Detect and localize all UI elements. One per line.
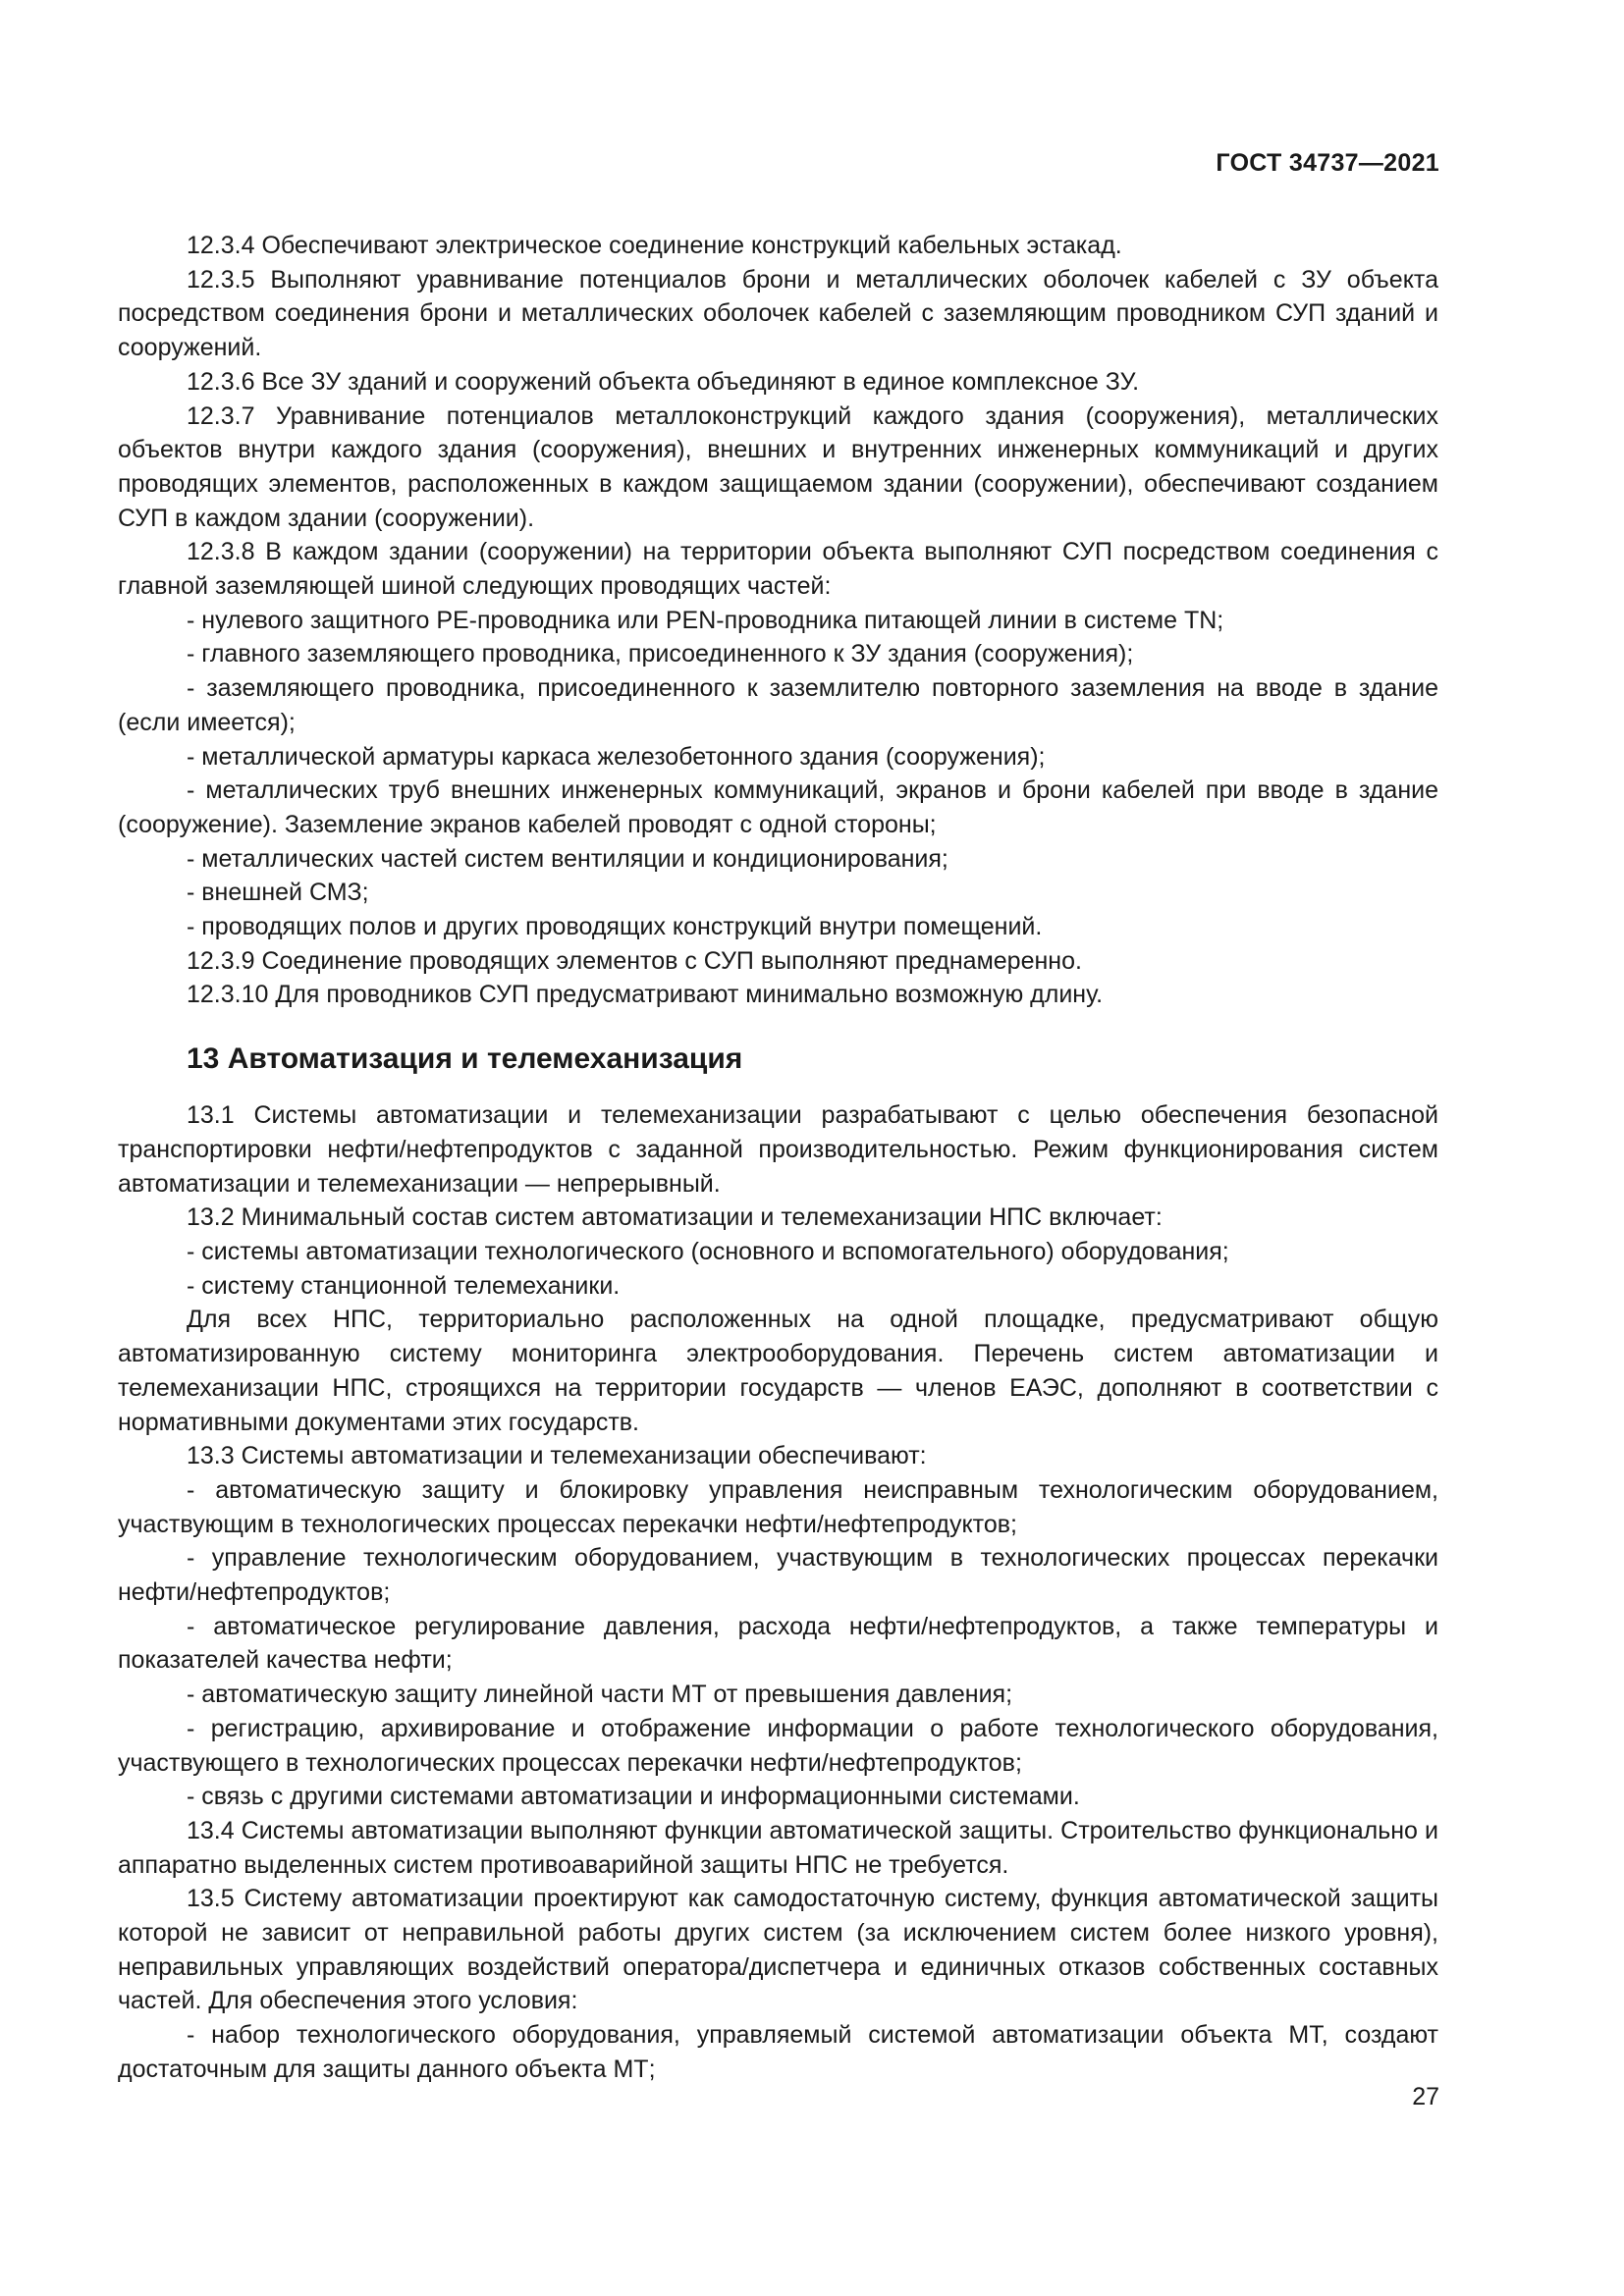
list-item: - системы автоматизации технологического (основного и вспомогательного) оборудования;: [187, 1237, 1229, 1265]
list-item: - металлических частей систем вентиляции и кондиционирования;: [187, 844, 948, 873]
paragraph-13-1: 13.1 Системы автоматизации и телемеханизации разрабатывают с целью обеспечения безопасной транспортировки нефти/нефтепродуктов с заданной производительностью. Режим функционирования систем автоматизации и телемеханизации — непрерывный.: [118, 1101, 1438, 1198]
list-item: - нулевого защитного РЕ-проводника или PEN-проводника питающей линии в системе TN;: [187, 606, 1224, 634]
paragraph-13-5: 13.5 Систему автоматизации проектируют как самодостаточную систему, функция автоматической защиты которой не зависит от неправильной работы других систем (за исключением систем более низкого уровня), неправильных управляющих воздействий оператора/диспетчера и единичных отказов собственных составных частей. Для обеспечения этого условия:: [118, 1885, 1438, 2015]
paragraph-12-3-5: 12.3.5 Выполняют уравнивание потенциалов брони и металлических оболочек кабелей с ЗУ объекта посредством соединения брони и металлических оболочек кабелей с заземляющим проводником СУП зданий и сооружений.: [118, 265, 1438, 362]
document-body: [118, 229, 1438, 2087]
list-item: - автоматическую защиту линейной части МТ от превышения давления;: [187, 1681, 1013, 1709]
paragraph-12-3-7: 12.3.7 Уравнивание потенциалов металлоконструкций каждого здания (сооружения), металлических объектов внутри каждого здания (сооружения), внешних и внутренних инженерных коммуникаций и других проводящих элементов, расположенных в каждом защищаемом здании (сооружении), обеспечивают созданием СУП в каждом здании (сооружении).: [118, 401, 1438, 532]
paragraph-12-3-6: 12.3.6 Все ЗУ зданий и сооружений объекта объединяют в единое комплексное ЗУ.: [187, 367, 1140, 396]
list-item: - металлических труб внешних инженерных коммуникаций, экранов и брони кабелей при вводе в здание (сооружение). Заземление экранов кабелей проводят с одной стороны;: [118, 776, 1438, 838]
paragraph-13-4: 13.4 Системы автоматизации выполняют функции автоматической защиты. Строительство функционально и аппаратно выделенных систем противоаварийной защиты НПС не требуется.: [118, 1816, 1438, 1879]
list-item: - управление технологическим оборудованием, участвующим в технологических процессах перекачки нефти/нефтепродуктов;: [118, 1544, 1438, 1607]
paragraph-13-3: 13.3 Системы автоматизации и телемеханизации обеспечивают:: [187, 1442, 927, 1470]
document-code-header: ГОСТ 34737—2021: [1216, 149, 1439, 177]
paragraph-nps-monitoring: Для всех НПС, территориально расположенных на одной площадке, предусматривают общую автоматизированную систему мониторинга электрооборудования. Перечень систем автоматизации и телемеханизации НПС, строящихся на территории государств — членов ЕАЭС, дополняют в соответствии с нормативными документами этих государств.: [118, 1306, 1438, 1436]
list-item: - проводящих полов и других проводящих конструкций внутри помещений.: [187, 913, 1043, 941]
paragraph-12-3-9: 12.3.9 Соединение проводящих элементов с СУП выполняют преднамеренно.: [187, 946, 1082, 975]
page-number: 27: [1412, 2083, 1439, 2110]
paragraph-12-3-10: 12.3.10 Для проводников СУП предусматривают минимально возможную длину.: [187, 981, 1104, 1009]
list-item: - металлической арматуры каркаса железобетонного здания (сооружения);: [187, 742, 1046, 771]
list-item: - автоматическую защиту и блокировку управления неисправным технологическим оборудованием, участвующим в технологических процессах перекачки нефти/нефтепродуктов;: [118, 1475, 1438, 1538]
list-item: - главного заземляющего проводника, присоединенного к ЗУ здания (сооружения);: [187, 640, 1134, 668]
list-item: - набор технологического оборудования, управляемый системой автоматизации объекта МТ, создают достаточным для защиты данного объекта МТ;: [118, 2021, 1438, 2083]
list-item: - внешней СМЗ;: [187, 879, 369, 907]
list-item: - систему станционной телемеханики.: [187, 1271, 621, 1300]
list-item: - регистрацию, архивирование и отображение информации о работе технологического оборудования, участвующего в технологических процессах перекачки нефти/нефтепродуктов;: [118, 1714, 1438, 1777]
list-item: - заземляющего проводника, присоединенного к заземлителю повторного заземления на вводе в здание (если имеется);: [118, 674, 1438, 736]
paragraph-12-3-4: 12.3.4 Обеспечивают электрическое соединение конструкций кабельных эстакад.: [187, 232, 1122, 259]
paragraph-13-2: 13.2 Минимальный состав систем автоматизации и телемеханизации НПС включает:: [187, 1203, 1163, 1232]
section-title: 13 Автоматизация и телемеханизация: [187, 1042, 743, 1076]
paragraph-12-3-8: 12.3.8 В каждом здании (сооружении) на территории объекта выполняют СУП посредством соединения с главной заземляющей шиной следующих проводящих частей:: [118, 538, 1438, 601]
list-item: - автоматическое регулирование давления, расхода нефти/нефтепродуктов, а также температуры и показателей качества нефти;: [118, 1612, 1438, 1675]
list-item: - связь с другими системами автоматизации и информационными системами.: [187, 1783, 1080, 1811]
